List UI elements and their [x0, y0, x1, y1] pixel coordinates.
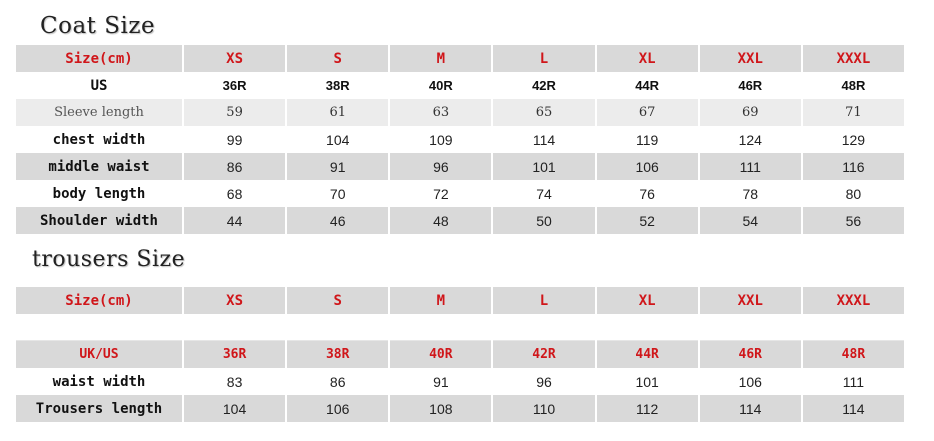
table-cell: 59: [184, 99, 285, 126]
size-xl-header: XL: [597, 45, 698, 72]
size-s-header: S: [287, 287, 388, 314]
table-cell: 101: [493, 153, 594, 180]
trousers-size-table: [14, 287, 906, 422]
size-xxxl-header: XXXL: [803, 45, 904, 72]
table-cell: 52: [597, 207, 698, 234]
table-cell: 40R: [390, 72, 491, 99]
table-cell: 96: [493, 368, 594, 395]
table-cell: [700, 314, 801, 341]
size-xs-header: XS: [184, 45, 285, 72]
table-cell: 70: [287, 180, 388, 207]
coat-size-title: Coat Size: [40, 13, 156, 39]
row-label: waist width: [16, 368, 182, 395]
table-cell: 116: [803, 153, 904, 180]
table-cell: 72: [390, 180, 491, 207]
table-cell: 67: [597, 99, 698, 126]
table-cell: 40R: [390, 341, 491, 368]
table-row: [16, 72, 904, 99]
table-cell: [803, 314, 904, 341]
trousers-size-title: trousers Size: [32, 247, 186, 272]
table-cell: [493, 314, 594, 341]
table-cell: [287, 314, 388, 341]
table-cell: 46: [287, 207, 388, 234]
size-s-header: S: [287, 45, 388, 72]
table-cell: 36R: [184, 72, 285, 99]
size-l-header: L: [493, 287, 594, 314]
table-cell: 74: [493, 180, 594, 207]
table-cell: 109: [390, 126, 491, 153]
size-xs-header: XS: [184, 287, 285, 314]
size-l-header: L: [493, 45, 594, 72]
row-label: US: [16, 72, 182, 99]
table-cell: 114: [700, 395, 801, 422]
row-label: chest width: [16, 126, 182, 153]
size-xxl-header: XXL: [700, 287, 801, 314]
table-cell: 61: [287, 99, 388, 126]
table-cell: 76: [597, 180, 698, 207]
table-cell: 36R: [184, 341, 285, 368]
table-cell: 54: [700, 207, 801, 234]
table-cell: 119: [597, 126, 698, 153]
table-cell: 99: [184, 126, 285, 153]
size-xl-header: XL: [597, 287, 698, 314]
table-cell: 104: [184, 395, 285, 422]
table-cell: 42R: [493, 72, 594, 99]
table-cell: 48R: [803, 341, 904, 368]
table-cell: 106: [597, 153, 698, 180]
table-row: [16, 126, 904, 153]
size-column-header: Size(cm): [16, 45, 182, 72]
table-cell: 86: [184, 153, 285, 180]
table-cell: 44: [184, 207, 285, 234]
row-label: middle waist: [16, 153, 182, 180]
size-m-header: M: [390, 45, 491, 72]
empty-row: [16, 314, 904, 341]
table-cell: 48R: [803, 72, 904, 99]
table-cell: 104: [287, 126, 388, 153]
coat-size-table: [14, 45, 906, 234]
table-cell: 114: [803, 395, 904, 422]
table-cell: 65: [493, 99, 594, 126]
table-cell: 56: [803, 207, 904, 234]
table-cell: 38R: [287, 72, 388, 99]
table-row: [16, 395, 904, 422]
table-cell: 108: [390, 395, 491, 422]
table-cell: 83: [184, 368, 285, 395]
table-cell: 46R: [700, 72, 801, 99]
table-cell: 63: [390, 99, 491, 126]
table-cell: 111: [803, 368, 904, 395]
table-cell: [16, 314, 182, 341]
table-cell: 50: [493, 207, 594, 234]
row-label: UK/US: [16, 341, 182, 368]
table-cell: [390, 314, 491, 341]
table-cell: 69: [700, 99, 801, 126]
table-cell: 46R: [700, 341, 801, 368]
table-cell: 101: [597, 368, 698, 395]
table-cell: 111: [700, 153, 801, 180]
size-xxxl-header: XXXL: [803, 287, 904, 314]
table-cell: [597, 314, 698, 341]
row-label: Trousers length: [16, 395, 182, 422]
table-row: [16, 180, 904, 207]
table-row: [16, 207, 904, 234]
size-column-header: Size(cm): [16, 287, 182, 314]
size-m-header: M: [390, 287, 491, 314]
table-cell: 124: [700, 126, 801, 153]
table-cell: 96: [390, 153, 491, 180]
table-cell: 106: [700, 368, 801, 395]
table-cell: 44R: [597, 341, 698, 368]
table-row: [16, 341, 904, 368]
trousers-header-row: [16, 287, 904, 314]
table-cell: 78: [700, 180, 801, 207]
table-cell: 106: [287, 395, 388, 422]
table-cell: 44R: [597, 72, 698, 99]
table-cell: 110: [493, 395, 594, 422]
table-cell: 48: [390, 207, 491, 234]
row-label: body length: [16, 180, 182, 207]
table-cell: 68: [184, 180, 285, 207]
table-cell: 80: [803, 180, 904, 207]
table-cell: 42R: [493, 341, 594, 368]
table-row: [16, 368, 904, 395]
table-row: [16, 153, 904, 180]
table-cell: 129: [803, 126, 904, 153]
table-row: [16, 99, 904, 126]
size-xxl-header: XXL: [700, 45, 801, 72]
coat-header-row: [16, 45, 904, 72]
table-cell: 86: [287, 368, 388, 395]
table-cell: 71: [803, 99, 904, 126]
table-cell: 38R: [287, 341, 388, 368]
table-cell: 91: [390, 368, 491, 395]
table-cell: 91: [287, 153, 388, 180]
table-cell: 112: [597, 395, 698, 422]
row-label: Sleeve length: [16, 99, 182, 126]
table-cell: 114: [493, 126, 594, 153]
table-cell: [184, 314, 285, 341]
row-label: Shoulder width: [16, 207, 182, 234]
